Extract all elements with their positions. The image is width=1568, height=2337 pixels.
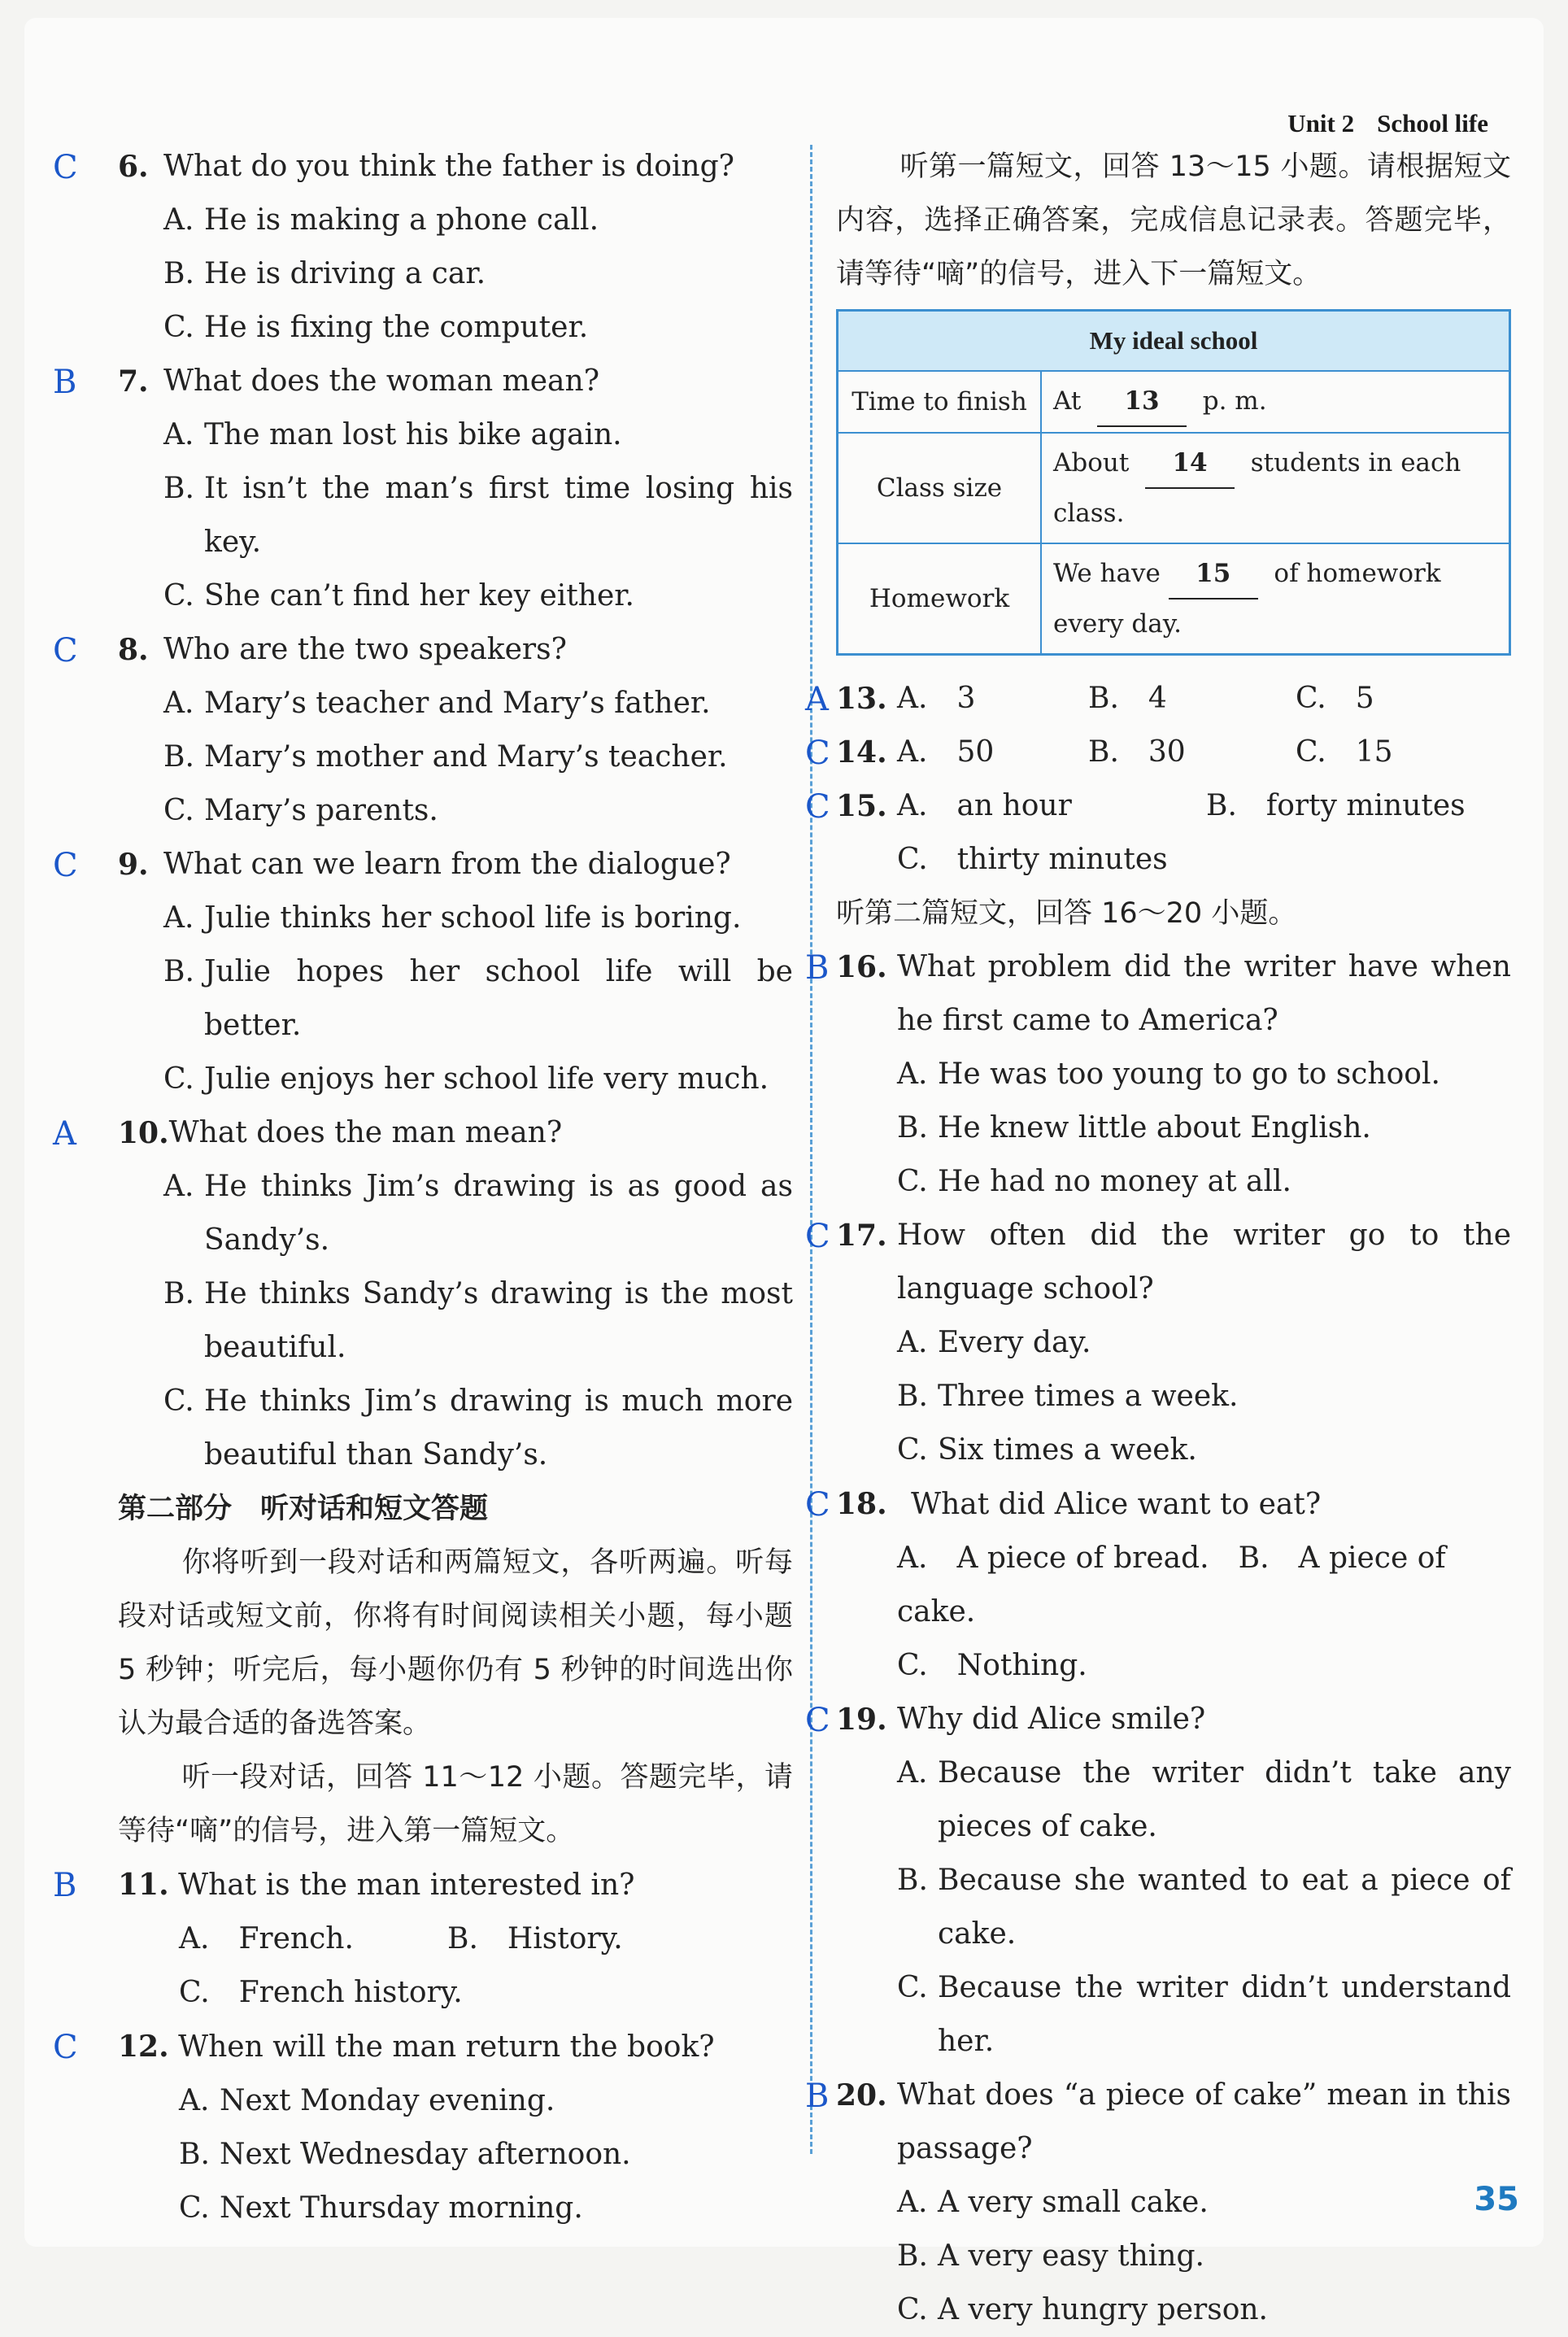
left-column: [53, 140, 793, 2235]
passage2-instruction: 听第二篇短文，回答 16～20 小题。: [836, 897, 1297, 930]
left-question-list: [53, 140, 793, 1482]
option-a: A. 3: [897, 682, 976, 715]
option-b: B. Julie hopes her school life will be better.: [163, 955, 793, 1042]
row-value: We have 15 of homework every day.: [1041, 543, 1510, 655]
option-a: A. A very small cake.: [897, 2186, 1209, 2219]
option-c: C. Nothing.: [897, 1649, 1087, 1682]
blank-13: 13: [1097, 377, 1187, 427]
option-b: B. A very easy thing.: [897, 2239, 1204, 2273]
option-b: B. He is driving a car.: [163, 257, 486, 290]
option-a: A. He is making a phone call.: [163, 203, 599, 237]
column-divider: [810, 145, 812, 2154]
passage1-instruction: 听第一篇短文，回答 13～15 小题。请根据短文内容，选择正确答案，完成信息记录表。答题完毕，请等待“嘀”的信号，进入下一篇短文。: [836, 150, 1511, 290]
question-18: C 18. What did Alice want to eat?: [805, 1486, 1322, 1524]
answer-mark: C: [53, 149, 78, 186]
row-label: Time to finish: [838, 371, 1042, 433]
blank-14: 14: [1145, 438, 1235, 489]
ideal-school-table: [836, 309, 1511, 656]
blank-15: 15: [1169, 549, 1258, 600]
option-a: A. He was too young to go to school.: [897, 1057, 1440, 1091]
option-c: C. thirty minutes: [897, 843, 1168, 876]
option-a: A. Every day.: [897, 1326, 1091, 1359]
part2-intro: 你将听到一段对话和两篇短文，各听两遍。听每段对话或短文前，你将有时间阅读相关小题，每小题 5 秒钟；听完后，每小题你仍有 5 秒钟的时间选出你认为最合适的备选答案。: [118, 1546, 793, 1740]
page-header: [1287, 109, 1488, 138]
question-8: C 8. Who are the two speakers? A. Mary’s teacher and Mary’s father. B. Mary’s mother and Mary’s teacher. C. Mary’s parents.: [118, 623, 793, 838]
answer-mark: B: [805, 949, 830, 987]
option-c: C. French history.: [179, 1976, 463, 2009]
answer-mark: C: [805, 735, 830, 772]
question-16: B 16. What problem did the writer have when he first came to America? A. He was too young to go to school. B. He knew little about English. C. He had no money at all.: [836, 940, 1511, 1209]
option-a: A. Mary’s teacher and Mary’s father.: [163, 687, 711, 720]
answer-mark: B: [53, 1867, 77, 1904]
answer-mark: A: [805, 681, 829, 718]
right-question-list-2: [805, 1693, 1511, 2337]
option-c: C. Mary’s parents.: [163, 794, 438, 827]
question-9: C 9. What can we learn from the dialogue? A. Julie thinks her school life is boring. B. Julie hopes her school life will be better. C. Julie enjoys her school life very much.: [118, 838, 793, 1106]
option-b: B. 4: [1088, 682, 1167, 715]
q12-options: [118, 2074, 793, 2235]
unit-label: Unit 2: [1287, 109, 1355, 137]
option-b: B. forty minutes: [1206, 789, 1466, 822]
question-13: A 13. A. 3 B. 4 C. 5: [836, 672, 1511, 726]
answer-mark: C: [805, 1486, 830, 1524]
q11-options: [118, 1912, 793, 1966]
option-c: C. She can’t find her key either.: [163, 579, 634, 613]
answer-mark: C: [53, 2029, 78, 2066]
answer-mark: B: [53, 364, 77, 401]
option-a: A. He thinks Jim’s drawing is as good as Sandy’s.: [163, 1170, 793, 1257]
option-c: C. 5: [1296, 682, 1374, 715]
option-b: B. Because she wanted to eat a piece of cake.: [897, 1864, 1511, 1951]
option-c: C. A very hungry person.: [897, 2293, 1269, 2326]
option-b: B. He thinks Sandy’s drawing is the most beautiful.: [163, 1277, 793, 1364]
answer-mark: C: [805, 1218, 830, 1255]
question-20: B 20. What does “a piece of cake” mean in this passage? A. A very small cake. B. A very easy thing. C. A very hungry person.: [836, 2069, 1511, 2337]
answer-mark: C: [805, 788, 830, 826]
option-b: B. 30: [1088, 735, 1186, 769]
right-column: [805, 140, 1511, 2337]
option-b: B. He knew little about English.: [897, 1111, 1371, 1145]
option-a: A. 50: [897, 735, 995, 769]
option-c: C. Six times a week.: [897, 1433, 1197, 1467]
option-c: C. 15: [1296, 735, 1393, 769]
question-7: B 7. What does the woman mean? A. The man lost his bike again. B. It isn’t the man’s first time losing his key. C. She can’t find her key either.: [118, 355, 793, 623]
question-14: C 14. A. 50 B. 30 C. 15: [836, 726, 1511, 779]
dialog-instruction: 听一段对话，回答 11～12 小题。答题完毕，请等待“嘀”的信号，进入第一篇短文。: [118, 1761, 793, 1847]
option-c: C. Because the writer didn’t understand her.: [897, 1971, 1511, 2058]
row-label: Homework: [838, 543, 1042, 655]
option-b: B. History.: [447, 1922, 623, 1955]
option-c: C. He had no money at all.: [897, 1165, 1291, 1198]
section-title: 第二部分 听对话和短文答题: [118, 1493, 489, 1525]
option-a: A. an hour: [897, 789, 1072, 822]
option-b: B. Three times a week.: [897, 1380, 1239, 1413]
question-19: C 19. Why did Alice smile? A. Because the writer didn’t take any pieces of cake. B. Because she wanted to eat a piece of cake. C. Because the writer didn’t understand her.: [836, 1693, 1511, 2069]
option-a: A. French.: [179, 1922, 354, 1955]
row-value: About 14 students in each class.: [1041, 433, 1510, 543]
answer-mark: C: [53, 632, 78, 669]
row-value: At 13 p. m.: [1041, 371, 1510, 433]
option-a: A. Because the writer didn’t take any pieces of cake.: [897, 1756, 1511, 1843]
option-a: A. Next Monday evening.: [179, 2084, 555, 2117]
question-15: C 15. A. an hour B. forty minutes: [836, 779, 1511, 833]
option-a: A. Julie thinks her school life is boring.: [163, 901, 742, 935]
answer-mark: C: [53, 847, 78, 884]
option-b: B. Next Wednesday afternoon.: [179, 2138, 631, 2171]
question-17: C 17. How often did the writer go to the language school? A. Every day. B. Three times a week. C. Six times a week.: [836, 1209, 1511, 1477]
page-number: 35: [1474, 2181, 1519, 2218]
unit-title: School life: [1377, 109, 1488, 137]
question-11: B 11. What is the man interested in?: [53, 1867, 635, 1904]
question-10: A 10. What does the man mean? A. He thinks Jim’s drawing is as good as Sandy’s. B. He thinks Sandy’s drawing is the most beautiful. C. He thinks Jim’s drawing is much more beautiful than Sandy’s.: [118, 1106, 793, 1482]
answer-mark: C: [805, 1702, 830, 1739]
option-c: C. Next Thursday morning.: [179, 2191, 583, 2225]
question-12: C 12. When will the man return the book?: [53, 2029, 715, 2066]
option-c: C. He is fixing the computer.: [163, 311, 589, 344]
option-a: A. The man lost his bike again.: [163, 418, 622, 451]
answer-mark: A: [53, 1115, 76, 1153]
answer-mark: B: [805, 2078, 830, 2115]
question-6: C 6. What do you think the father is doing? A. He is making a phone call. B. He is driving a car. C. He is fixing the computer.: [118, 140, 793, 355]
table-title: My ideal school: [838, 311, 1510, 372]
option-a-b: A. A piece of bread. B. A piece of cake.: [897, 1541, 1446, 1628]
row-label: Class size: [838, 433, 1042, 543]
option-c: C. He thinks Jim’s drawing is much more beautiful than Sandy’s.: [163, 1384, 793, 1472]
option-c: C. Julie enjoys her school life very much.: [163, 1062, 769, 1096]
right-question-list: [805, 940, 1511, 1477]
option-b: B. It isn’t the man’s first time losing his key.: [163, 472, 793, 559]
option-b: B. Mary’s mother and Mary’s teacher.: [163, 740, 728, 774]
